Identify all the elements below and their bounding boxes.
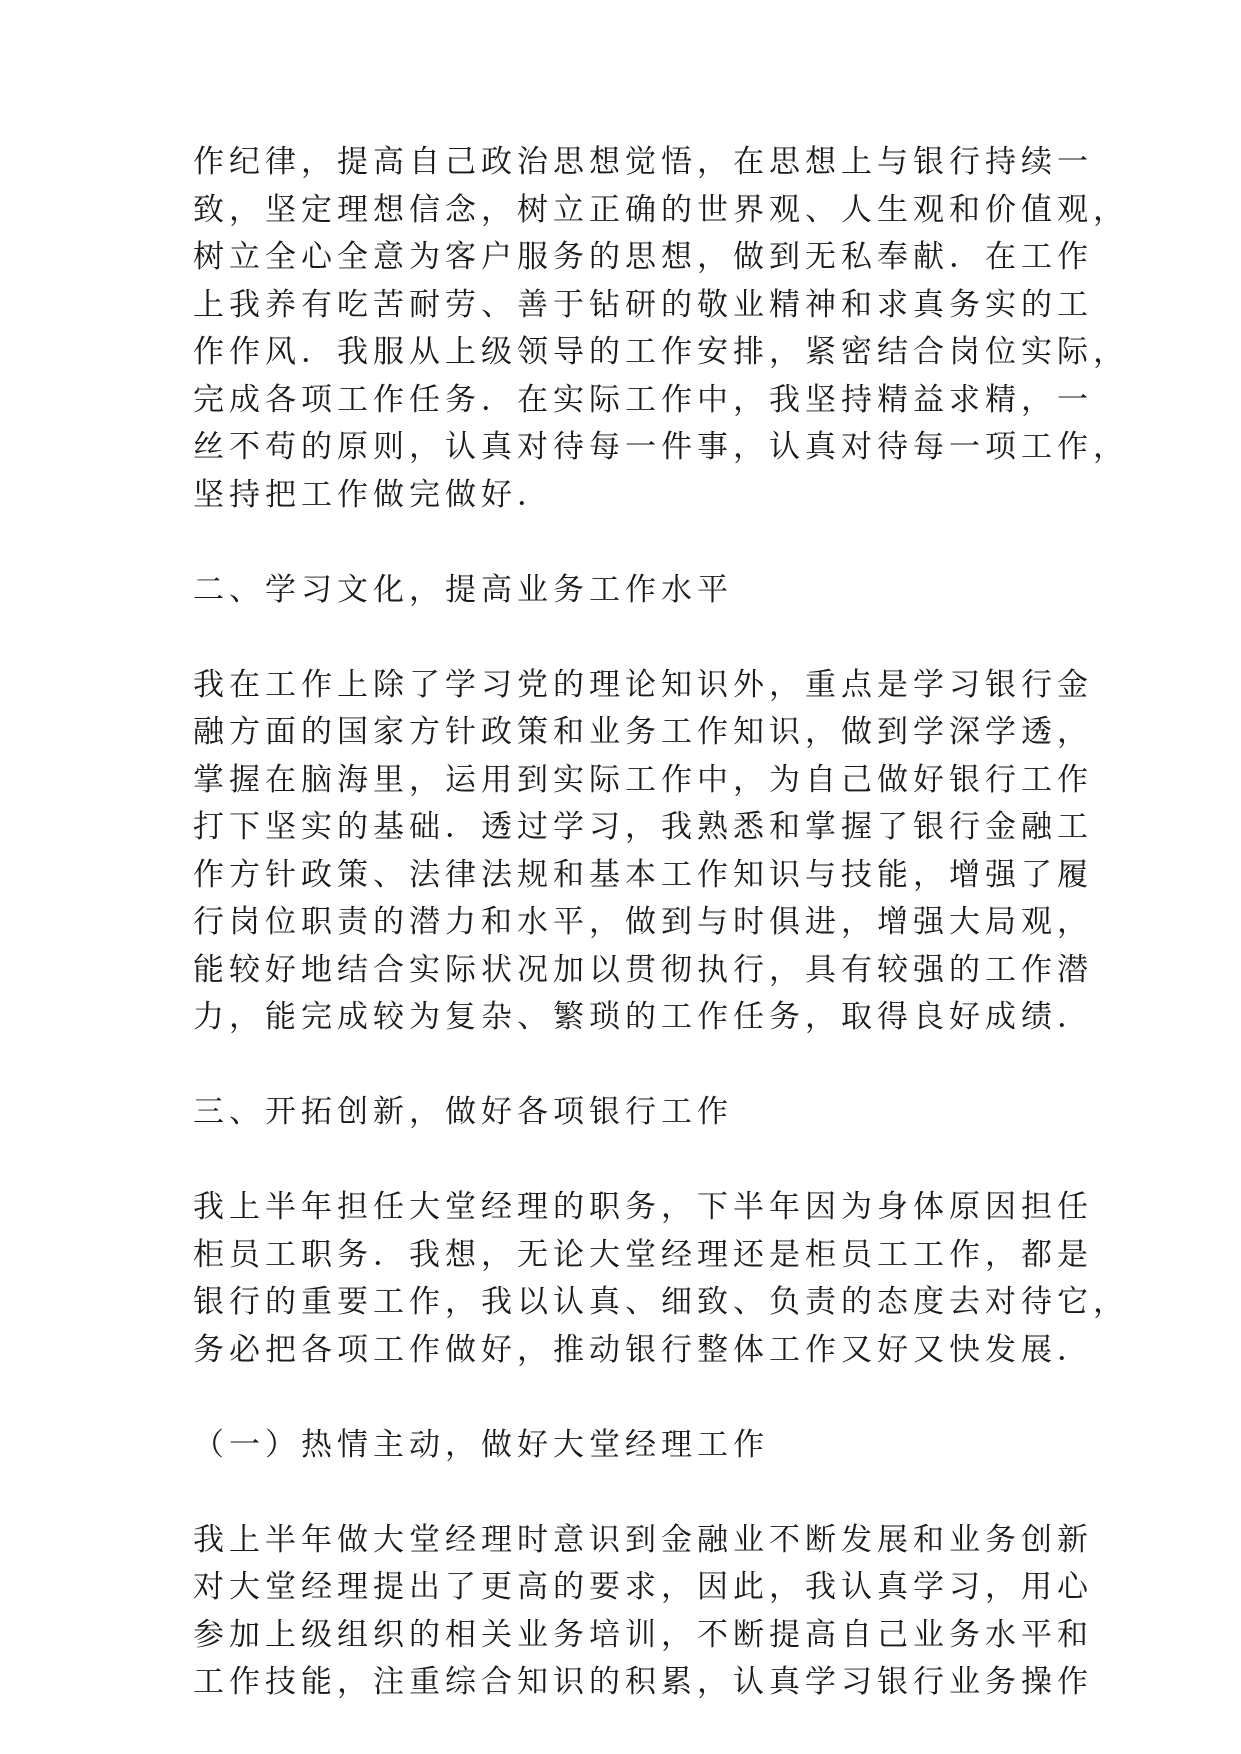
text-line: 务必把各项工作做好，推动银行整体工作又好又快发展． bbox=[193, 1331, 1093, 1368]
text-line: 融方面的国家方针政策和业务工作知识，做到学深学透， bbox=[193, 714, 1093, 750]
text-line: 坚持把工作做完做好． bbox=[193, 476, 553, 513]
section-heading-study: 二、学习文化，提高业务工作水平 bbox=[193, 571, 733, 608]
text-line: 作纪律，提高自己政治思想觉悟，在思想上与银行持续一 bbox=[193, 144, 1093, 180]
subsection-heading-lobby-manager: （一）热情主动，做好大堂经理工作 bbox=[193, 1426, 769, 1463]
text-line: 树立全心全意为客户服务的思想，做到无私奉献．在工作 bbox=[193, 239, 1093, 275]
text-line: 打下坚实的基础．透过学习，我熟悉和掌握了银行金融工 bbox=[193, 809, 1093, 845]
text-line: 能较好地结合实际状况加以贯彻执行，具有较强的工作潜 bbox=[193, 951, 1093, 988]
text-line: 掌握在脑海里，运用到实际工作中，为自己做好银行工作 bbox=[193, 761, 1093, 798]
paragraph-lobby-manager bbox=[193, 1517, 1093, 1707]
text-line: 作作风．我服从上级领导的工作安排，紧密结合岗位实际， bbox=[193, 334, 1129, 370]
document-body bbox=[193, 139, 1129, 1707]
text-line: 参加上级组织的相关业务培训，不断提高自己业务水平和 bbox=[193, 1616, 1093, 1653]
text-line: 对大堂经理提出了更高的要求，因此，我认真学习，用心 bbox=[193, 1569, 1093, 1605]
section-heading-innovation: 三、开拓创新，做好各项银行工作 bbox=[193, 1094, 733, 1130]
text-line: 行岗位职责的潜力和水平，做到与时俱进，增强大局观， bbox=[193, 904, 1093, 940]
paragraph-work-discipline bbox=[193, 139, 1129, 519]
text-line: 力，能完成较为复杂、繁琐的工作任务，取得良好成绩． bbox=[193, 999, 1093, 1035]
text-line: 我上半年担任大堂经理的职务，下半年因为身体原因担任 bbox=[193, 1189, 1093, 1225]
text-line: 银行的重要工作，我以认真、细致、负责的态度去对待它， bbox=[193, 1284, 1129, 1320]
paragraph-study bbox=[193, 662, 1093, 1042]
text-line: 工作技能，注重综合知识的积累，认真学习银行业务操作 bbox=[193, 1664, 1093, 1700]
text-line: 我上半年做大堂经理时意识到金融业不断发展和业务创新 bbox=[193, 1521, 1093, 1558]
text-line: 我在工作上除了学习党的理论知识外，重点是学习银行金 bbox=[193, 666, 1093, 703]
text-line: 上我养有吃苦耐劳、善于钻研的敬业精神和求真务实的工 bbox=[193, 286, 1093, 323]
text-line: 致，坚定理想信念，树立正确的世界观、人生观和价值观， bbox=[193, 191, 1129, 228]
text-line: 作方针政策、法律法规和基本工作知识与技能，增强了履 bbox=[193, 856, 1093, 893]
text-line: 丝不苟的原则，认真对待每一件事，认真对待每一项工作， bbox=[193, 429, 1129, 465]
paragraph-innovation bbox=[193, 1184, 1129, 1374]
text-line: 柜员工职务．我想，无论大堂经理还是柜员工工作，都是 bbox=[193, 1236, 1093, 1273]
text-line: 完成各项工作任务．在实际工作中，我坚持精益求精，一 bbox=[193, 381, 1093, 418]
